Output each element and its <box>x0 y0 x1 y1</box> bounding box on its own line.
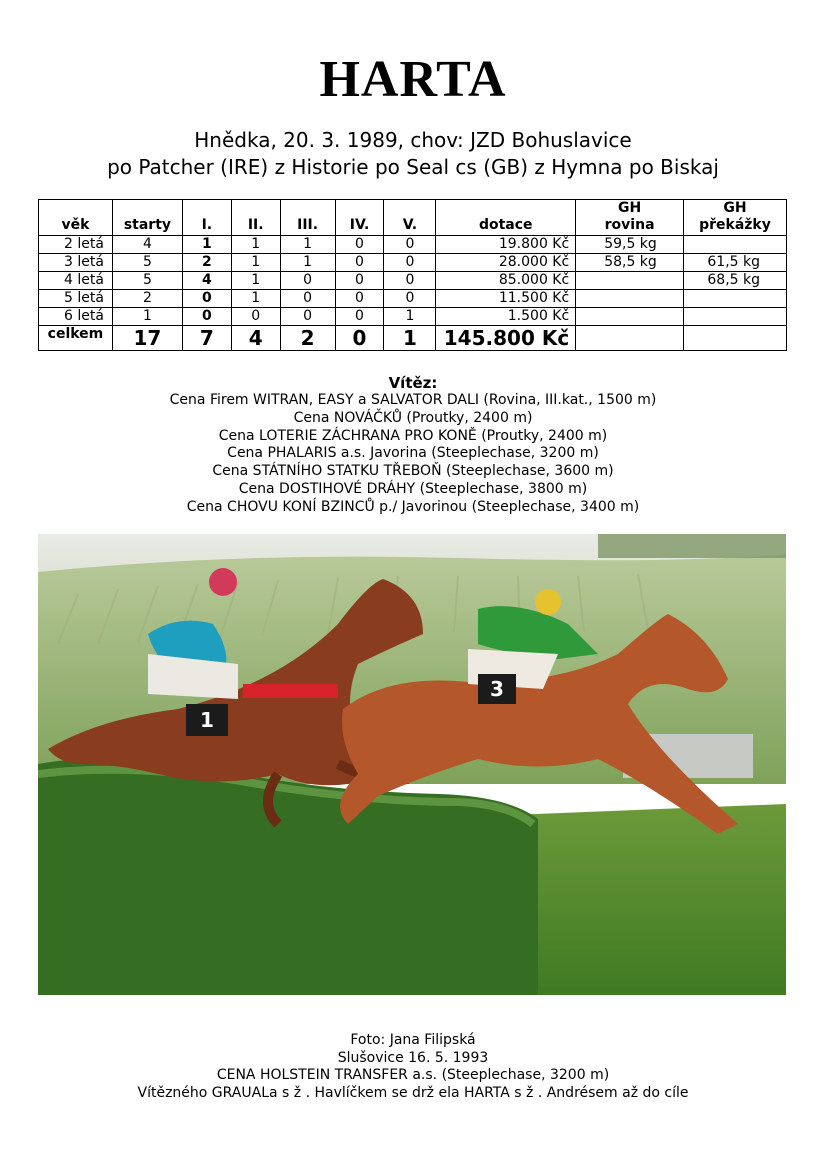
race-record-table <box>38 199 787 351</box>
saddle-number-right: 3 <box>490 677 504 701</box>
cell-p4: 0 <box>335 236 384 254</box>
cell-gh-jump: 68,5 kg <box>684 272 787 290</box>
total-fourth: 0 <box>335 326 384 351</box>
header-age: věk <box>39 200 113 236</box>
cell-p1: 4 <box>182 272 231 290</box>
cell-prize: 19.800 Kč <box>436 236 576 254</box>
cell-gh-flat: 58,5 kg <box>576 254 684 272</box>
total-starts: 17 <box>112 326 182 351</box>
photo-caption <box>0 1032 826 1102</box>
cell-p3: 1 <box>280 236 335 254</box>
tree-line <box>598 534 786 558</box>
cell-p1: 0 <box>182 290 231 308</box>
cell-starts: 2 <box>112 290 182 308</box>
cell-p1: 1 <box>182 236 231 254</box>
header-gh-flat: GH rovina <box>576 200 684 236</box>
cell-starts: 4 <box>112 236 182 254</box>
cell-gh-jump: 61,5 kg <box>684 254 787 272</box>
table-row <box>39 254 787 272</box>
caption-place-date: Slušovice 16. 5. 1993 <box>337 1049 489 1066</box>
cell-gh-flat <box>576 290 684 308</box>
cell-prize: 28.000 Kč <box>436 254 576 272</box>
cell-p5: 0 <box>384 236 436 254</box>
cell-p4: 0 <box>335 272 384 290</box>
cell-p4: 0 <box>335 254 384 272</box>
win-item: Cena LOTERIE ZÁCHRANA PRO KONĚ (Proutky, 2400 m) <box>218 427 608 444</box>
cell-age: 5 letá <box>39 290 113 308</box>
header-fourth: IV. <box>335 200 384 236</box>
winner-heading: Vítěz: <box>388 374 438 392</box>
cell-p5: 1 <box>384 308 436 326</box>
header-prize: dotace <box>436 200 576 236</box>
cell-p3: 0 <box>280 290 335 308</box>
cell-gh-jump <box>684 290 787 308</box>
cell-prize: 11.500 Kč <box>436 290 576 308</box>
cell-age: 2 letá <box>39 236 113 254</box>
cell-p3: 1 <box>280 254 335 272</box>
win-item: Cena PHALARIS a.s. Javorina (Steeplechase, 3200 m) <box>227 445 599 462</box>
total-second: 4 <box>231 326 280 351</box>
total-prize: 145.800 Kč <box>436 326 576 351</box>
cell-prize: 85.000 Kč <box>436 272 576 290</box>
cell-p3: 0 <box>280 272 335 290</box>
cell-p1: 2 <box>182 254 231 272</box>
table-header-row <box>39 200 787 236</box>
cell-p2: 1 <box>231 254 280 272</box>
table-row <box>39 272 787 290</box>
saddle-cloth-right <box>478 674 516 704</box>
hedge-fence <box>38 758 538 995</box>
header-fifth: V. <box>384 200 436 236</box>
cell-p2: 1 <box>231 236 280 254</box>
cell-starts: 5 <box>112 272 182 290</box>
pedigree: po Patcher (IRE) z Historie po Seal cs (GB) z Hymna po Biskaj <box>107 155 719 179</box>
cell-p4: 0 <box>335 290 384 308</box>
total-third: 2 <box>280 326 335 351</box>
header-first: I. <box>182 200 231 236</box>
win-item: Cena CHOVU KONÍ BZINCŮ p./ Javorinou (Steeplechase, 3400 m) <box>186 498 640 515</box>
cell-p2: 1 <box>231 290 280 308</box>
cell-gh-flat <box>576 308 684 326</box>
win-item: Cena STÁTNÍHO STATKU TŘEBOŇ (Steeplechase, 3600 m) <box>212 463 614 480</box>
saddle-number-left: 1 <box>200 708 214 732</box>
cell-age: 4 letá <box>39 272 113 290</box>
horse-details: Hnědka, 20. 3. 1989, chov: JZD Bohuslavice <box>194 128 632 152</box>
win-item: Cena Firem WITRAN, EASY a SALVATOR DALI (Rovina, III.kat., 1500 m) <box>169 392 657 408</box>
cell-prize: 1.500 Kč <box>436 308 576 326</box>
cell-gh-jump <box>684 236 787 254</box>
total-fifth: 1 <box>384 326 436 351</box>
cell-p4: 0 <box>335 308 384 326</box>
cell-gh-jump <box>684 308 787 326</box>
win-item: Cena DOSTIHOVÉ DRÁHY (Steeplechase, 3800 m) <box>238 480 588 497</box>
cell-p5: 0 <box>384 290 436 308</box>
cell-p5: 0 <box>384 254 436 272</box>
total-first: 7 <box>182 326 231 351</box>
cell-starts: 5 <box>112 254 182 272</box>
cell-p3: 0 <box>280 308 335 326</box>
win-item: Cena NOVÁČKŮ (Proutky, 2400 m) <box>293 409 533 426</box>
total-label: celkem <box>39 326 113 351</box>
cell-starts: 1 <box>112 308 182 326</box>
wins-list <box>0 392 826 517</box>
table-row <box>39 308 787 326</box>
cell-gh-flat: 59,5 kg <box>576 236 684 254</box>
horse-name-title: HARTA <box>319 51 507 108</box>
table-row <box>39 236 787 254</box>
cell-gh-flat <box>576 272 684 290</box>
saddle-cloth-left <box>186 704 228 736</box>
header-starts: starty <box>112 200 182 236</box>
table-total-row <box>39 326 787 351</box>
header-third: III. <box>280 200 335 236</box>
table-row <box>39 290 787 308</box>
caption-description: Vítězného GRAUALa s ž . Havlíčkem se drž ela HARTA s ž . Andrésem až do cíle <box>137 1084 689 1101</box>
total-gh-flat <box>576 326 684 351</box>
cell-age: 6 letá <box>39 308 113 326</box>
cell-p2: 1 <box>231 272 280 290</box>
cell-age: 3 letá <box>39 254 113 272</box>
header-second: II. <box>231 200 280 236</box>
caption-photographer: Foto: Jana Filipská <box>350 1032 476 1048</box>
race-photo <box>38 534 786 995</box>
cell-p5: 0 <box>384 272 436 290</box>
caption-race: CENA HOLSTEIN TRANSFER a.s. (Steeplechase, 3200 m) <box>216 1067 610 1083</box>
cell-p1: 0 <box>182 308 231 326</box>
header-gh-jump: GH překážky <box>684 200 787 236</box>
total-gh-jump <box>684 326 787 351</box>
cell-p2: 0 <box>231 308 280 326</box>
